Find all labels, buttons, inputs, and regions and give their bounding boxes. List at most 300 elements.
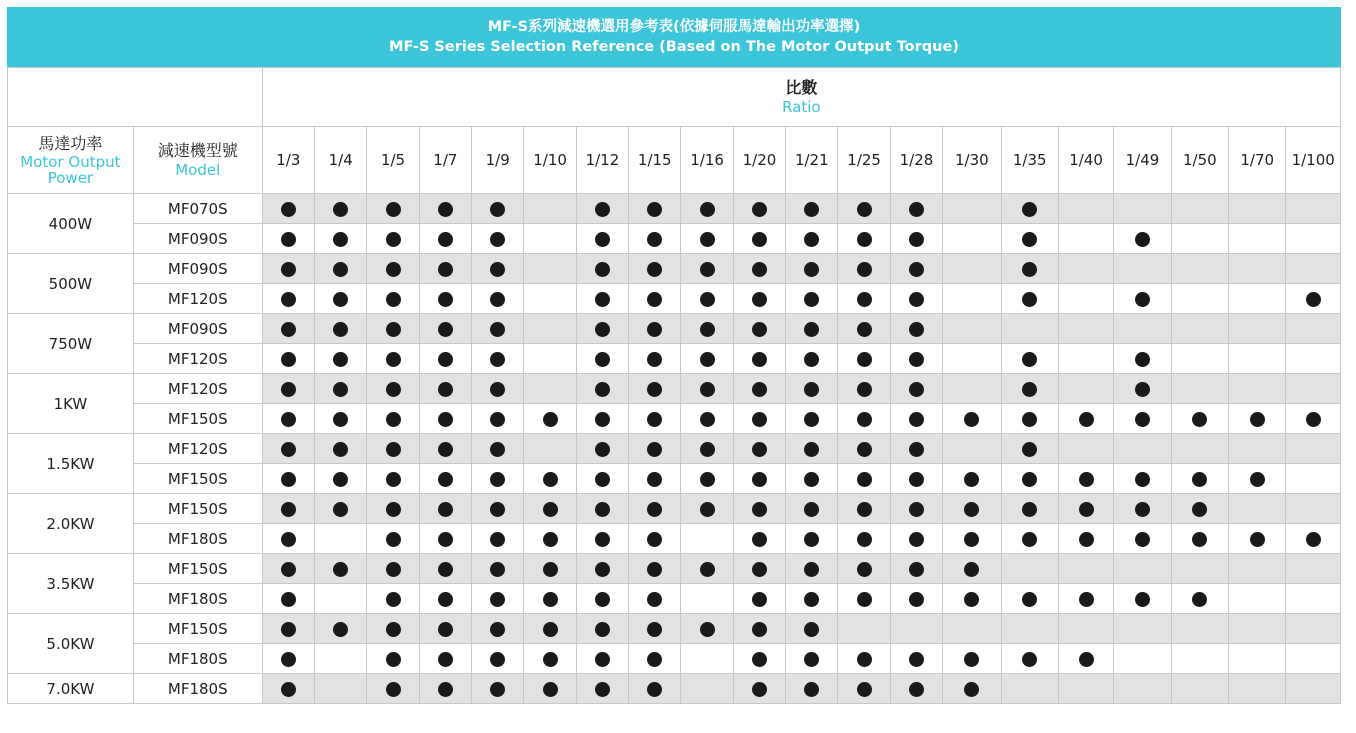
available-dot-icon [700, 562, 715, 577]
available-dot-icon [1135, 502, 1150, 517]
available-dot-icon [333, 382, 348, 397]
available-dot-icon [804, 562, 819, 577]
available-dot-icon [490, 682, 505, 697]
available-dot-icon [804, 442, 819, 457]
ratio-availability-cell [262, 554, 314, 584]
available-dot-icon [857, 382, 872, 397]
ratio-availability-cell [1114, 404, 1171, 434]
ratio-availability-cell [367, 284, 419, 314]
available-dot-icon [595, 202, 610, 217]
ratio-column-header: 1/20 [733, 127, 785, 194]
ratio-availability-cell [838, 284, 890, 314]
ratio-availability-cell [733, 194, 785, 224]
available-dot-icon [595, 382, 610, 397]
ratio-availability-cell [1286, 344, 1341, 374]
model-cell: MF120S [133, 284, 262, 314]
ratio-availability-cell [1001, 494, 1058, 524]
ratio-availability-cell [629, 404, 681, 434]
ratio-availability-cell [524, 404, 576, 434]
available-dot-icon [386, 292, 401, 307]
ratio-availability-cell [1001, 674, 1058, 704]
available-dot-icon [438, 352, 453, 367]
available-dot-icon [595, 262, 610, 277]
available-dot-icon [909, 412, 924, 427]
ratio-availability-cell [1286, 494, 1341, 524]
ratio-availability-cell [629, 644, 681, 674]
ratio-availability-cell [943, 524, 1001, 554]
available-dot-icon [1022, 232, 1037, 247]
ratio-availability-cell [1171, 644, 1228, 674]
ratio-availability-cell [1229, 614, 1286, 644]
available-dot-icon [700, 352, 715, 367]
ratio-availability-cell [367, 464, 419, 494]
ratio-availability-cell [1229, 524, 1286, 554]
ratio-availability-cell [943, 254, 1001, 284]
ratio-availability-cell [629, 344, 681, 374]
ratio-availability-cell [1114, 434, 1171, 464]
ratio-availability-cell [733, 584, 785, 614]
available-dot-icon [909, 322, 924, 337]
ratio-availability-cell [1229, 674, 1286, 704]
table-row [8, 644, 1341, 674]
ratio-availability-cell [733, 464, 785, 494]
ratio-availability-cell [1114, 374, 1171, 404]
ratio-availability-cell [1058, 314, 1113, 344]
ratio-availability-cell [838, 434, 890, 464]
available-dot-icon [647, 232, 662, 247]
model-cell: MF150S [133, 494, 262, 524]
ratio-availability-cell [890, 584, 942, 614]
model-cell: MF180S [133, 644, 262, 674]
available-dot-icon [909, 472, 924, 487]
available-dot-icon [752, 652, 767, 667]
ratio-availability-cell [1229, 314, 1286, 344]
ratio-availability-cell [472, 494, 524, 524]
available-dot-icon [1022, 292, 1037, 307]
ratio-availability-cell [786, 404, 838, 434]
model-cell: MF180S [133, 674, 262, 704]
ratio-label-zh: 比數 [785, 78, 818, 97]
ratio-availability-cell [1001, 434, 1058, 464]
available-dot-icon [909, 652, 924, 667]
available-dot-icon [438, 682, 453, 697]
ratio-availability-cell [1058, 194, 1113, 224]
available-dot-icon [490, 232, 505, 247]
ratio-availability-cell [1286, 434, 1341, 464]
available-dot-icon [595, 502, 610, 517]
available-dot-icon [857, 322, 872, 337]
ratio-availability-cell [681, 584, 733, 614]
ratio-column-header: 1/25 [838, 127, 890, 194]
available-dot-icon [333, 322, 348, 337]
available-dot-icon [1192, 592, 1207, 607]
ratio-column-header: 1/49 [1114, 127, 1171, 194]
ratio-availability-cell [315, 584, 367, 614]
ratio-availability-cell [472, 584, 524, 614]
available-dot-icon [857, 412, 872, 427]
ratio-availability-cell [419, 584, 471, 614]
ratio-availability-cell [890, 314, 942, 344]
ratio-availability-cell [943, 194, 1001, 224]
ratio-availability-cell [419, 464, 471, 494]
ratio-availability-cell [1114, 344, 1171, 374]
ratio-availability-cell [524, 614, 576, 644]
ratio-availability-cell [1286, 404, 1341, 434]
ratio-availability-cell [262, 194, 314, 224]
selection-table-container [7, 7, 1341, 704]
ratio-column-header: 1/21 [786, 127, 838, 194]
available-dot-icon [333, 202, 348, 217]
model-cell: MF180S [133, 524, 262, 554]
ratio-availability-cell [262, 374, 314, 404]
ratio-availability-cell [1114, 314, 1171, 344]
ratio-availability-cell [943, 494, 1001, 524]
ratio-availability-cell [1229, 224, 1286, 254]
available-dot-icon [857, 262, 872, 277]
available-dot-icon [1192, 502, 1207, 517]
ratio-availability-cell [943, 284, 1001, 314]
motor-power-cell: 1KW [8, 374, 134, 434]
ratio-availability-cell [419, 374, 471, 404]
model-cell: MF090S [133, 224, 262, 254]
ratio-availability-cell [890, 614, 942, 644]
ratio-column-header: 1/40 [1058, 127, 1113, 194]
available-dot-icon [438, 292, 453, 307]
ratio-availability-cell [681, 314, 733, 344]
ratio-availability-cell [1001, 614, 1058, 644]
ratio-availability-cell [1001, 554, 1058, 584]
ratio-availability-cell [629, 494, 681, 524]
ratio-availability-cell [1001, 374, 1058, 404]
model-cell: MF150S [133, 554, 262, 584]
available-dot-icon [595, 472, 610, 487]
ratio-availability-cell [1229, 644, 1286, 674]
ratio-availability-cell [367, 614, 419, 644]
ratio-availability-cell [1114, 494, 1171, 524]
ratio-availability-cell [681, 644, 733, 674]
ratio-availability-cell [1171, 404, 1228, 434]
ratio-column-header: 1/7 [419, 127, 471, 194]
ratio-availability-cell [1286, 314, 1341, 344]
ratio-availability-cell [1058, 644, 1113, 674]
ratio-availability-cell [943, 404, 1001, 434]
ratio-availability-cell [524, 524, 576, 554]
ratio-availability-cell [890, 554, 942, 584]
available-dot-icon [333, 352, 348, 367]
available-dot-icon [700, 292, 715, 307]
ratio-availability-cell [1229, 374, 1286, 404]
ratio-availability-cell [262, 464, 314, 494]
ratio-availability-cell [472, 404, 524, 434]
available-dot-icon [909, 202, 924, 217]
ratio-availability-cell [1171, 614, 1228, 644]
ratio-availability-cell [681, 404, 733, 434]
ratio-availability-cell [1229, 284, 1286, 314]
available-dot-icon [438, 502, 453, 517]
available-dot-icon [490, 652, 505, 667]
available-dot-icon [964, 652, 979, 667]
available-dot-icon [857, 502, 872, 517]
motor-power-cell: 1.5KW [8, 434, 134, 494]
ratio-availability-cell [576, 434, 628, 464]
ratio-availability-cell [262, 494, 314, 524]
ratio-availability-cell [262, 284, 314, 314]
available-dot-icon [386, 232, 401, 247]
ratio-availability-cell [262, 434, 314, 464]
ratio-availability-cell [1058, 404, 1113, 434]
ratio-availability-cell [681, 374, 733, 404]
ratio-availability-cell [943, 644, 1001, 674]
ratio-availability-cell [733, 344, 785, 374]
available-dot-icon [804, 322, 819, 337]
available-dot-icon [647, 502, 662, 517]
available-dot-icon [490, 322, 505, 337]
available-dot-icon [438, 652, 453, 667]
model-cell: MF090S [133, 314, 262, 344]
available-dot-icon [1135, 532, 1150, 547]
ratio-availability-cell [1058, 434, 1113, 464]
motor-power-cell: 750W [8, 314, 134, 374]
ratio-availability-cell [1229, 584, 1286, 614]
available-dot-icon [857, 202, 872, 217]
available-dot-icon [804, 532, 819, 547]
ratio-availability-cell [733, 614, 785, 644]
ratio-availability-cell [1001, 194, 1058, 224]
ratio-availability-cell [681, 524, 733, 554]
available-dot-icon [1022, 592, 1037, 607]
ratio-availability-cell [786, 614, 838, 644]
available-dot-icon [909, 352, 924, 367]
ratio-availability-cell [681, 224, 733, 254]
available-dot-icon [333, 472, 348, 487]
ratio-availability-cell [472, 554, 524, 584]
available-dot-icon [647, 262, 662, 277]
ratio-availability-cell [786, 374, 838, 404]
model-cell: MF150S [133, 404, 262, 434]
ratio-availability-cell [315, 644, 367, 674]
ratio-availability-cell [1001, 254, 1058, 284]
ratio-availability-cell [1114, 614, 1171, 644]
ratio-column-header: 1/30 [943, 127, 1001, 194]
available-dot-icon [490, 442, 505, 457]
ratio-availability-cell [576, 524, 628, 554]
ratio-availability-cell [733, 404, 785, 434]
available-dot-icon [386, 502, 401, 517]
ratio-availability-cell [419, 194, 471, 224]
ratio-availability-cell [629, 314, 681, 344]
ratio-availability-cell [629, 254, 681, 284]
ratio-availability-cell [786, 674, 838, 704]
power-header-cell [8, 127, 134, 194]
ratio-availability-cell [576, 224, 628, 254]
ratio-column-header: 1/15 [629, 127, 681, 194]
table-row [8, 254, 1341, 284]
ratio-availability-cell [367, 224, 419, 254]
available-dot-icon [857, 592, 872, 607]
ratio-availability-cell [576, 314, 628, 344]
available-dot-icon [752, 622, 767, 637]
available-dot-icon [857, 652, 872, 667]
available-dot-icon [647, 352, 662, 367]
available-dot-icon [804, 592, 819, 607]
available-dot-icon [909, 442, 924, 457]
available-dot-icon [647, 562, 662, 577]
ratio-availability-cell [262, 674, 314, 704]
ratio-availability-cell [786, 434, 838, 464]
ratio-availability-cell [1001, 224, 1058, 254]
ratio-availability-cell [472, 674, 524, 704]
ratio-availability-cell [1286, 464, 1341, 494]
available-dot-icon [1250, 472, 1265, 487]
available-dot-icon [386, 322, 401, 337]
available-dot-icon [490, 472, 505, 487]
available-dot-icon [438, 202, 453, 217]
ratio-availability-cell [315, 344, 367, 374]
available-dot-icon [752, 562, 767, 577]
ratio-availability-cell [1171, 584, 1228, 614]
available-dot-icon [438, 592, 453, 607]
ratio-availability-cell [733, 314, 785, 344]
ratio-availability-cell [315, 314, 367, 344]
ratio-availability-cell [419, 224, 471, 254]
ratio-availability-cell [786, 254, 838, 284]
table-row [8, 674, 1341, 704]
ratio-availability-cell [262, 614, 314, 644]
ratio-availability-cell [419, 644, 471, 674]
ratio-availability-cell [1001, 644, 1058, 674]
ratio-availability-cell [315, 284, 367, 314]
ratio-availability-cell [943, 314, 1001, 344]
available-dot-icon [804, 262, 819, 277]
ratio-availability-cell [838, 554, 890, 584]
ratio-availability-cell [1171, 374, 1228, 404]
ratio-availability-cell [262, 224, 314, 254]
ratio-availability-cell [315, 404, 367, 434]
ratio-availability-cell [1058, 374, 1113, 404]
ratio-availability-cell [1114, 674, 1171, 704]
available-dot-icon [1022, 412, 1037, 427]
available-dot-icon [595, 322, 610, 337]
ratio-availability-cell [890, 494, 942, 524]
ratio-availability-cell [629, 554, 681, 584]
ratio-availability-cell [1286, 374, 1341, 404]
available-dot-icon [752, 352, 767, 367]
ratio-availability-cell [1171, 224, 1228, 254]
available-dot-icon [438, 472, 453, 487]
available-dot-icon [386, 592, 401, 607]
available-dot-icon [752, 202, 767, 217]
available-dot-icon [490, 412, 505, 427]
available-dot-icon [909, 592, 924, 607]
ratio-availability-cell [838, 344, 890, 374]
available-dot-icon [647, 622, 662, 637]
available-dot-icon [386, 382, 401, 397]
ratio-availability-cell [943, 584, 1001, 614]
ratio-availability-cell [1171, 674, 1228, 704]
ratio-availability-cell [524, 674, 576, 704]
model-cell: MF180S [133, 584, 262, 614]
available-dot-icon [333, 502, 348, 517]
available-dot-icon [700, 232, 715, 247]
ratio-availability-cell [1058, 224, 1113, 254]
available-dot-icon [543, 562, 558, 577]
ratio-availability-cell [1001, 314, 1058, 344]
ratio-availability-cell [1229, 554, 1286, 584]
available-dot-icon [804, 622, 819, 637]
available-dot-icon [438, 382, 453, 397]
ratio-availability-cell [838, 674, 890, 704]
ratio-availability-cell [1171, 284, 1228, 314]
ratio-availability-cell [1286, 554, 1341, 584]
ratio-availability-cell [576, 494, 628, 524]
available-dot-icon [909, 232, 924, 247]
ratio-column-header: 1/100 [1286, 127, 1341, 194]
table-row [8, 314, 1341, 344]
table-title-bar [7, 7, 1341, 67]
ratio-availability-cell [315, 374, 367, 404]
available-dot-icon [281, 442, 296, 457]
available-dot-icon [909, 532, 924, 547]
available-dot-icon [752, 292, 767, 307]
ratio-availability-cell [733, 554, 785, 584]
ratio-availability-cell [943, 674, 1001, 704]
available-dot-icon [1135, 382, 1150, 397]
ratio-availability-cell [838, 314, 890, 344]
ratio-column-header: 1/28 [890, 127, 942, 194]
available-dot-icon [804, 382, 819, 397]
available-dot-icon [700, 322, 715, 337]
table-row [8, 434, 1341, 464]
available-dot-icon [1079, 502, 1094, 517]
model-cell: MF150S [133, 614, 262, 644]
available-dot-icon [333, 562, 348, 577]
available-dot-icon [647, 292, 662, 307]
available-dot-icon [490, 202, 505, 217]
selection-table [7, 67, 1341, 704]
motor-power-cell: 400W [8, 194, 134, 254]
ratio-availability-cell [838, 404, 890, 434]
available-dot-icon [1135, 412, 1150, 427]
ratio-availability-cell [524, 314, 576, 344]
ratio-availability-cell [367, 584, 419, 614]
ratio-availability-cell [890, 224, 942, 254]
ratio-availability-cell [262, 344, 314, 374]
ratio-availability-cell [262, 254, 314, 284]
ratio-availability-cell [315, 674, 367, 704]
ratio-availability-cell [629, 584, 681, 614]
available-dot-icon [281, 322, 296, 337]
available-dot-icon [909, 382, 924, 397]
available-dot-icon [909, 682, 924, 697]
model-cell: MF070S [133, 194, 262, 224]
available-dot-icon [1306, 292, 1321, 307]
available-dot-icon [804, 232, 819, 247]
motor-power-cell: 3.5KW [8, 554, 134, 614]
ratio-availability-cell [524, 554, 576, 584]
available-dot-icon [804, 352, 819, 367]
available-dot-icon [281, 592, 296, 607]
table-row [8, 554, 1341, 584]
ratio-availability-cell [419, 404, 471, 434]
available-dot-icon [595, 682, 610, 697]
available-dot-icon [909, 502, 924, 517]
available-dot-icon [700, 262, 715, 277]
available-dot-icon [804, 682, 819, 697]
ratio-availability-cell [838, 614, 890, 644]
available-dot-icon [1250, 532, 1265, 547]
ratio-availability-cell [1114, 584, 1171, 614]
ratio-availability-cell [472, 614, 524, 644]
